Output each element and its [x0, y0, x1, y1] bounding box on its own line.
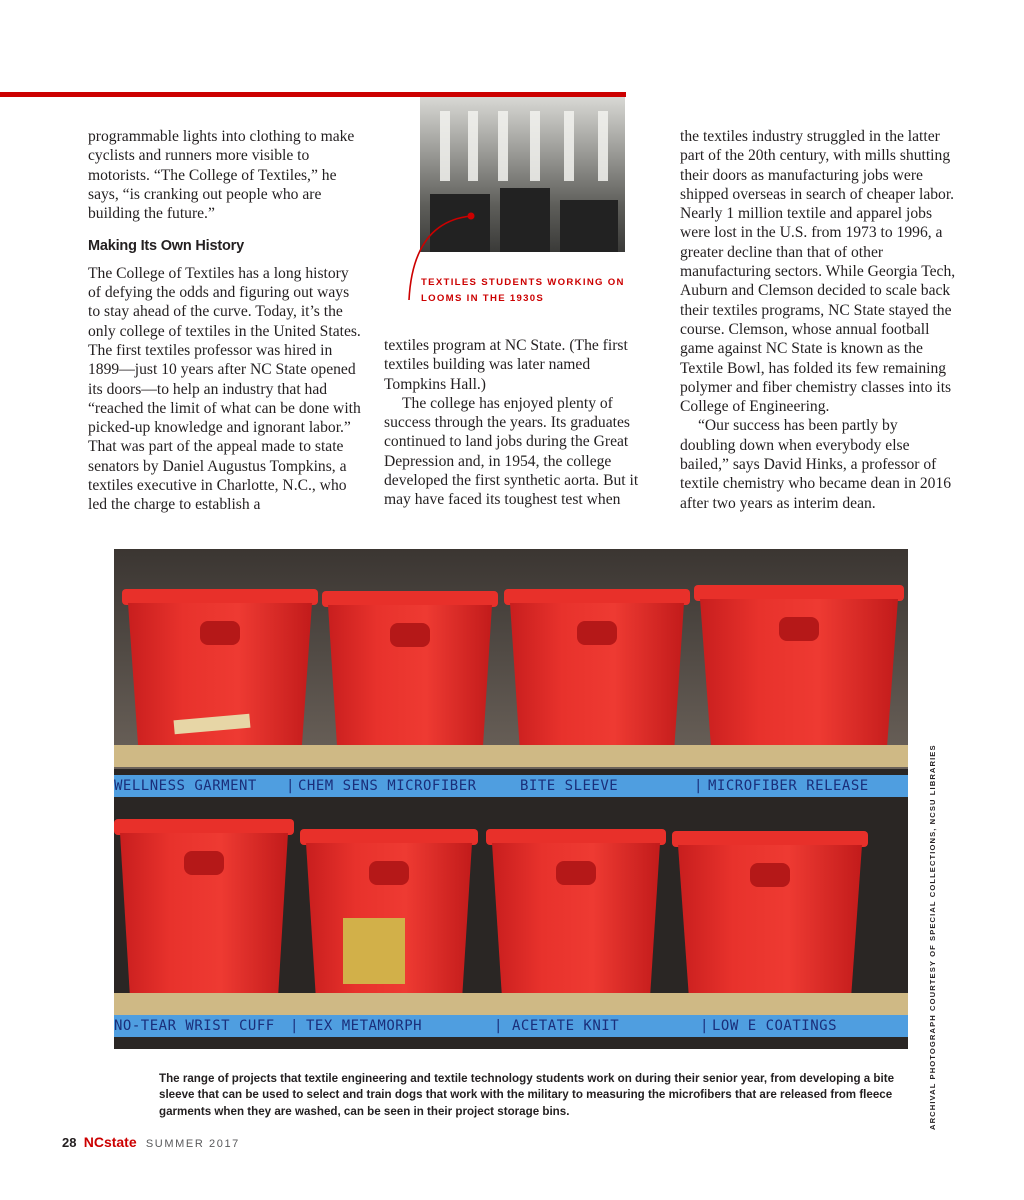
body-paragraph: The College of Textiles has a long history of defying the odds and figuring out ways to stay ahead of the curve. Today, it’s the only college of textiles in the United States. The first textiles professor was hired in 1899—just 10 years after NC State opened its doors—to help an industry that had “reached the limit of what can be done with picked-up knowledge and ignorant labor.” That was part of the appeal made to state senators by Daniel Augustus Tompkins, a textiles executive in Charlotte, N.C., who led the charge to establish a [88, 264, 361, 514]
article-column-1 [88, 127, 365, 515]
photo-window [530, 111, 540, 181]
bins-photo-caption: The range of projects that textile engineering and textile technology students work on during their senior year, from developing a bite sleeve that can be used to select and train dogs that work with the military to measuring the microfibers that are released from fleece garments when they are washed, can be seen in their project storage bins. [159, 1072, 895, 1118]
tape-label-text: BITE SLEEVE [520, 778, 619, 794]
photo-loom [500, 188, 550, 252]
tape-separator: | [694, 778, 703, 794]
tape-label-text: WELLNESS GARMENT [114, 778, 257, 794]
storage-bins-photo [114, 549, 908, 1049]
upper-shelf-tape-label [114, 775, 908, 797]
body-paragraph: programmable lights into clothing to make cyclists and runners more visible to motorists. “The College of Textiles,” he says, “is cranking out people who are building the future.” [88, 128, 355, 223]
tape-label-text: CHEM SENS MICROFIBER [298, 778, 477, 794]
photo-window [598, 111, 608, 181]
tape-label-text: TEX METAMORPH [306, 1018, 423, 1034]
tape-label-text: LOW E COATINGS [712, 1018, 838, 1034]
article-column-3 [680, 127, 956, 513]
tape-separator: | [290, 1018, 299, 1034]
tan-label-patch [343, 918, 405, 984]
archival-photo-caption: TEXTILES STUDENTS WORKING ON LOOMS IN THE 1930S [421, 277, 625, 304]
section-subhead: Making Its Own History [88, 238, 244, 255]
tape-separator: | [286, 778, 295, 794]
tape-label-text: MICROFIBER RELEASE [708, 778, 869, 794]
photo-credit: ARCHIVAL PHOTOGRAPH COURTESY OF SPECIAL COLLECTIONS, NCSU LIBRARIES [928, 744, 937, 1130]
photo-window [498, 111, 508, 181]
red-storage-bin [322, 591, 498, 759]
tape-separator: | [494, 1018, 503, 1034]
page-number: 28 [62, 1135, 77, 1150]
photo-window [440, 111, 450, 181]
red-storage-bin [122, 589, 318, 759]
red-storage-bin [504, 589, 690, 759]
brand-logo: NCstate [83, 1134, 137, 1150]
red-storage-bin [672, 831, 868, 999]
tape-separator: | [700, 1018, 709, 1034]
upper-shelf [114, 745, 908, 767]
photo-window [564, 111, 574, 181]
photo-loom [560, 200, 618, 252]
tape-label-text: NO-TEAR WRIST CUFF [114, 1018, 275, 1034]
body-paragraph: textiles program at NC State. (The first textiles building was later named Tompkins Hall.) [384, 337, 628, 393]
red-storage-bin [114, 819, 294, 999]
red-storage-bin [694, 585, 904, 759]
body-paragraph: The college has enjoyed plenty of success through the years. Its graduates continued to land jobs during the Great Depression and, in 1954, the college developed the first synthetic aorta. But it may have faced its toughest test when [384, 394, 639, 509]
issue-label: SUMMER 2017 [145, 1138, 240, 1150]
body-paragraph: “Our success has been partly by doubling down when everybody else bailed,” says David Hinks, a professor of textile chemistry who became dean in 2016 after two years as interim dean. [680, 417, 952, 512]
body-paragraph: the textiles industry struggled in the latter part of the 20th century, with mills shutting their doors as manufacturing jobs were shipped overseas in search of cheaper labor. Nearly 1 million textile and apparel jobs were lost in the U.S. from 1973 to 1996, a greater decline than that of other manufacturing sectors. While Georgia Tech, Auburn and Clemson decided to scale back their textiles programs, NC State stayed the course. Clemson, whose annual football game against NC State is known as the Textile Bowl, has folded its few remaining polymer and fiber chemistry classes into its College of Engineering. [680, 128, 956, 416]
photo-window [468, 111, 478, 181]
lower-shelf-tape-label [114, 1015, 908, 1037]
page-folio [62, 1134, 240, 1151]
red-storage-bin [486, 829, 666, 999]
lower-shelf [114, 993, 908, 1015]
article-column-2 [384, 336, 646, 510]
tape-label-text: ACETATE KNIT [512, 1018, 620, 1034]
